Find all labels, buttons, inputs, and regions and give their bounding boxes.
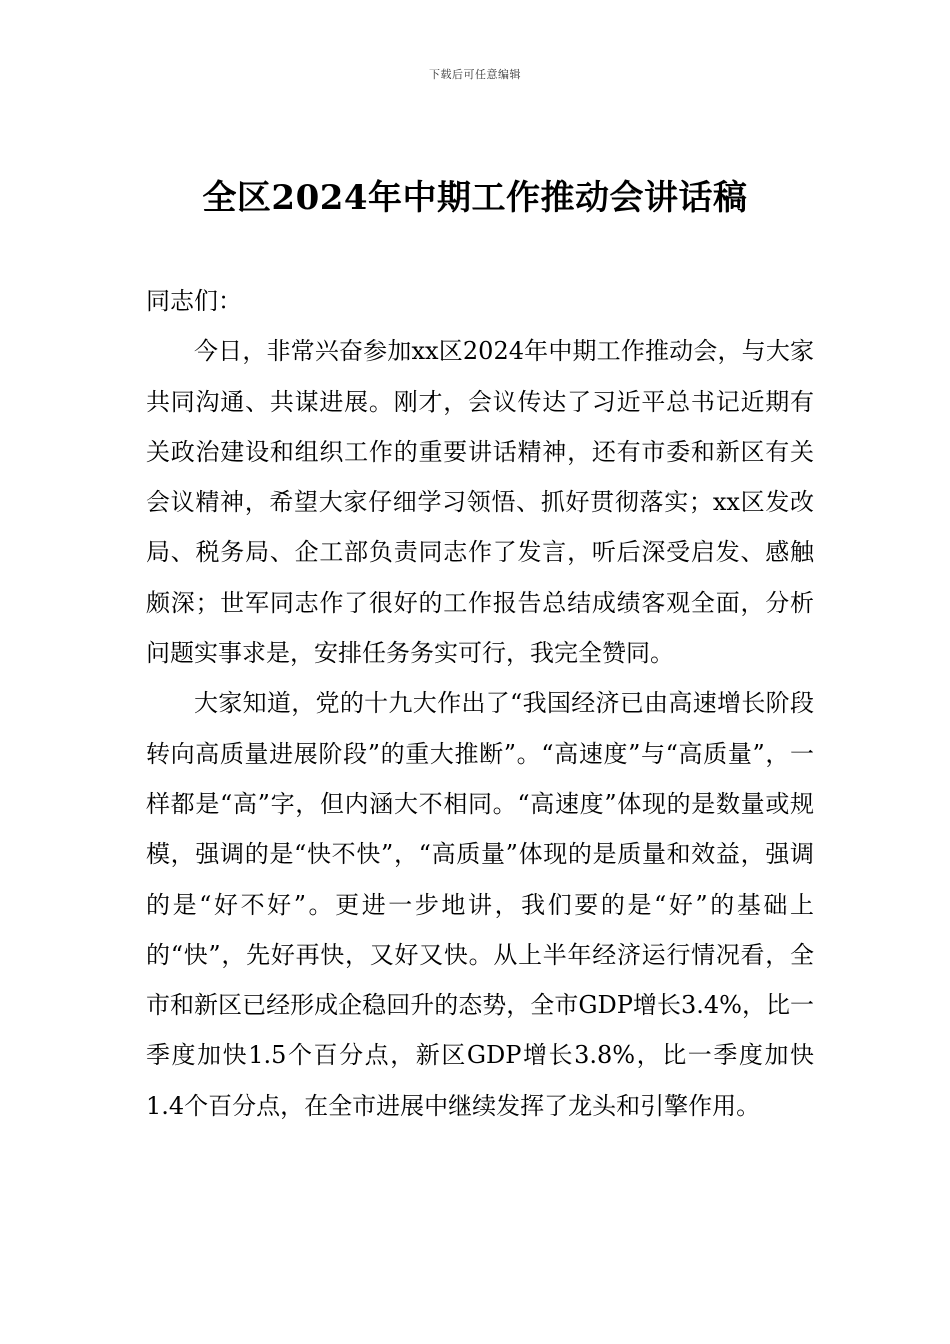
document-body <box>146 276 814 1131</box>
salutation: 同志们： <box>146 287 242 315</box>
paragraph-1: 今日，非常兴奋参加xx区2024年中期工作推动会，与大家共同沟通、共谋进展。刚才，会议传达了习近平总书记近期有关政治建设和组织工作的重要讲话精神，还有市委和新区有关会议精神，希望大家仔细学习领悟、抓好贯彻落实；xx区发改局、税务局、企工部负责同志作了发言，听后深受启发、感触颇深；世军同志作了很好的工作报告总结成绩客观全面，分析问题实事求是，安排任务务实可行，我完全赞同。 <box>146 337 814 668</box>
paragraph-2: 大家知道，党的十九大作出了“我国经济已由高速增长阶段转向高质量进展阶段”的重大推断”。“高速度”与“高质量”，一样都是“高”字，但内涵大不相同。“高速度”体现的是数量或规模，强调的是“快不快”，“高质量”体现的是质量和效益，强调的是“好不好”。更进一步地讲，我们要的是“好”的基础上的“快”，先好再快，又好又快。从上半年经济运行情况看，全市和新区已经形成企稳回升的态势，全市GDP增长3.4%，比一季度加快1.5个百分点，新区GDP增长3.8%，比一季度加快1.4个百分点，在全市进展中继续发挥了龙头和引擎作用。 <box>146 689 814 1120</box>
header-note: 下载后可任意编辑 <box>429 68 521 81</box>
document-title: 全区2024年中期工作推动会讲话稿 <box>202 178 748 218</box>
